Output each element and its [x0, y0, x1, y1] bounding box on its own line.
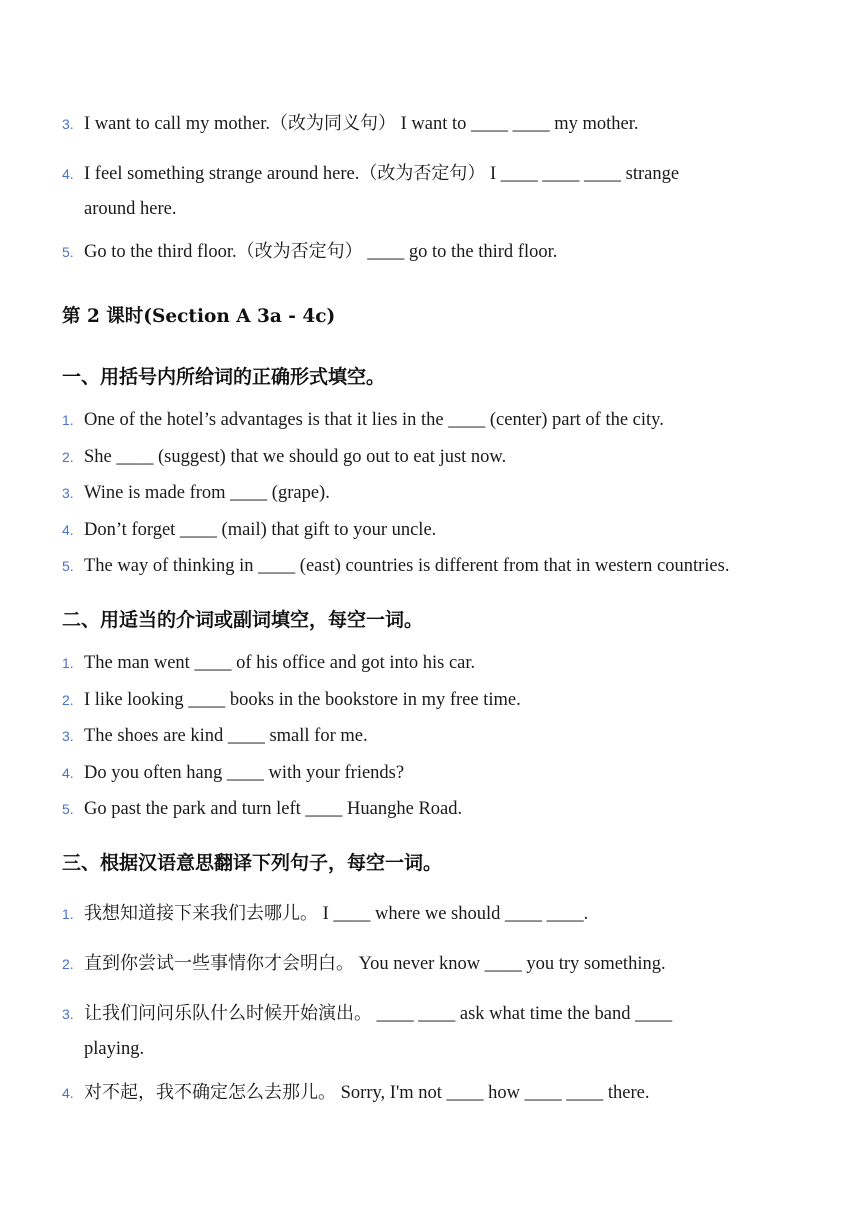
question-text: The man went ____ of his office and got into his car. [84, 653, 476, 673]
list-item [62, 1075, 802, 1111]
instruction-zh: （改为否定句） [236, 241, 363, 262]
question-text: Go past the park and turn left ____ Huanghe Road. [84, 799, 463, 819]
answer-text: I want to ____ ____ my mother. [396, 114, 639, 134]
section-heading: 二、用适当的介词或副词填空，每空一词。 [62, 609, 424, 631]
list-item [62, 646, 802, 681]
question-text: Don’t forget ____ (mail) that gift to your uncle. [84, 520, 437, 540]
instruction-zh: （改为否定句） [359, 163, 486, 184]
list-item [62, 946, 802, 982]
item-number: 3. [62, 485, 74, 501]
chinese-sentence: 直到你尝试一些事情你才会明白。 [84, 953, 354, 974]
list-item [62, 513, 802, 548]
section-heading: 一、用括号内所给词的正确形式填空。 [62, 366, 386, 388]
chinese-sentence: 让我们问问乐队什么时候开始演出。 [84, 1003, 372, 1024]
list-item [62, 106, 802, 142]
item-number: 1. [62, 906, 74, 922]
chinese-sentence: 对不起，我不确定怎么去那儿。 [84, 1082, 336, 1103]
list-item [62, 996, 802, 1067]
question-text: I like looking ____ books in the bookstore in my free time. [84, 690, 521, 710]
item-number: 4. [62, 1085, 74, 1101]
section-heading: 三、根据汉语意思翻译下列句子，每空一词。 [62, 852, 443, 874]
item-number: 2. [62, 449, 74, 465]
list-item [62, 549, 822, 584]
answer-text: Sorry, I'm not ____ how ____ ____ there. [336, 1083, 650, 1103]
list-item [62, 234, 802, 270]
item-number: 1. [62, 655, 74, 671]
question-text: The shoes are kind ____ small for me. [84, 726, 368, 746]
instruction-zh: （改为同义句） [270, 113, 396, 134]
item-number: 4. [62, 765, 74, 781]
list-item [62, 440, 802, 475]
item-number: 2. [62, 692, 74, 708]
question-text: Do you often hang ____ with your friends? [84, 763, 405, 783]
list-item [62, 896, 802, 932]
item-number: 5. [62, 558, 74, 574]
item-number: 1. [62, 412, 74, 428]
question-text: I want to call my mother. [84, 114, 270, 134]
item-number: 2. [62, 956, 74, 972]
lesson-title: 第 2 课时(Section A 3a - 4c) [62, 306, 336, 327]
item-number: 5. [62, 244, 74, 260]
list-item [62, 756, 802, 791]
answer-text: I ____ where we should ____ ____. [318, 904, 589, 924]
item-number: 3. [62, 1006, 74, 1022]
question-text: She ____ (suggest) that we should go out to eat just now. [84, 447, 507, 467]
question-text: I feel something strange around here. [84, 164, 360, 184]
chinese-sentence: 我想知道接下来我们去哪儿。 [84, 903, 318, 924]
list-item [62, 156, 802, 227]
list-item [62, 792, 802, 827]
question-text: Wine is made from ____ (grape). [84, 483, 330, 503]
answer-text: ____ ____ ask what time the band ____ [372, 1004, 673, 1024]
answer-text: I ____ ____ ____ strange [485, 164, 680, 184]
item-number: 3. [62, 728, 74, 744]
list-item [62, 719, 802, 754]
question-text: Go to the third floor. [84, 242, 237, 262]
item-number: 4. [62, 522, 74, 538]
question-text: One of the hotel’s advantages is that it lies in the ____ (center) part of the city. [84, 410, 664, 430]
item-number: 4. [62, 166, 74, 182]
item-number: 3. [62, 116, 74, 132]
list-item [62, 403, 802, 438]
answer-text: ____ go to the third floor. [362, 242, 558, 262]
answer-text: You never know ____ you try something. [354, 954, 666, 974]
question-text: The way of thinking in ____ (east) countries is different from that in western countries. [84, 556, 730, 576]
list-item [62, 683, 802, 718]
continuation-text: playing. [84, 1039, 145, 1059]
item-number: 5. [62, 801, 74, 817]
continuation-text: around here. [84, 199, 177, 219]
list-item [62, 476, 802, 511]
